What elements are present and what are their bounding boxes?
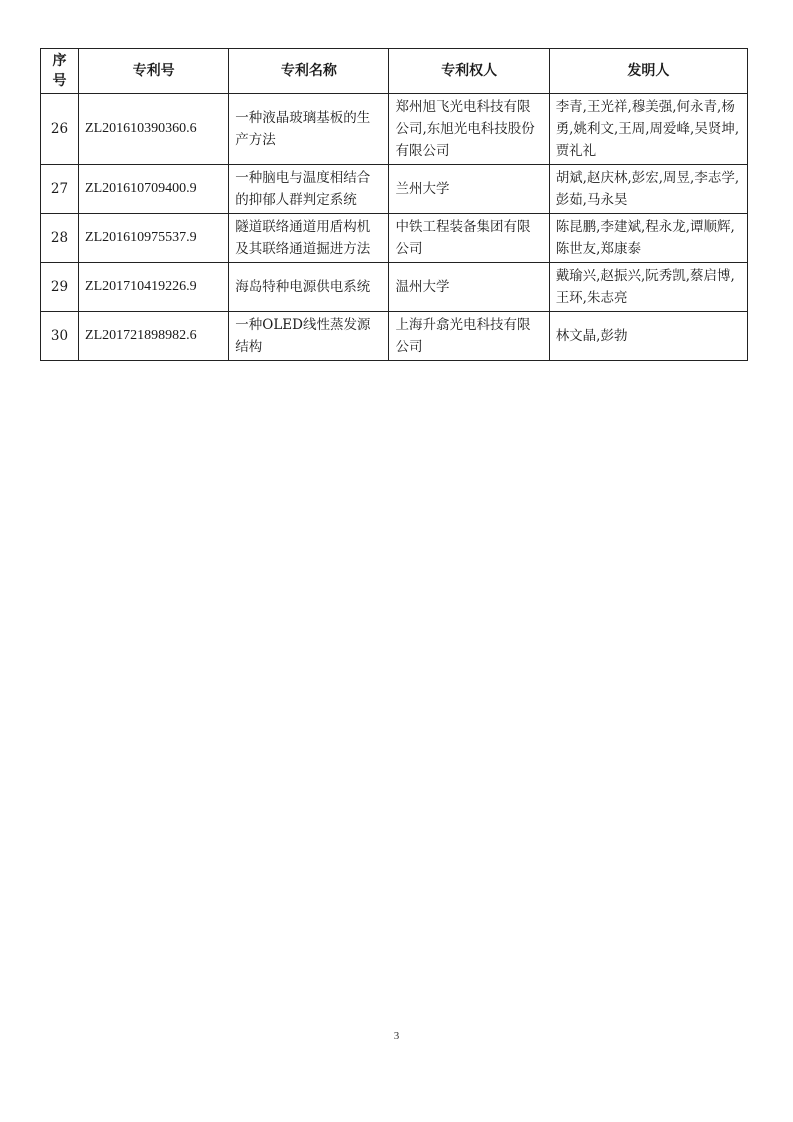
row-inventors: 李青,王光祥,穆美强,何永青,杨勇,姚利文,王周,周爱峰,吴贤坤,贾礼礼 [549, 94, 747, 165]
table-row [41, 214, 748, 263]
row-patent-name: 海岛特种电源供电系统 [229, 263, 389, 312]
row-patentee: 兰州大学 [389, 165, 549, 214]
patent-table [40, 48, 748, 361]
row-seq: 28 [41, 214, 79, 263]
header-patent-name: 专利名称 [229, 49, 389, 94]
row-seq: 29 [41, 263, 79, 312]
row-seq: 26 [41, 94, 79, 165]
header-seq-line2: 号 [52, 73, 67, 89]
row-patent-no: ZL201721898982.6 [79, 312, 229, 361]
table-row [41, 263, 748, 312]
row-seq: 27 [41, 165, 79, 214]
row-patent-name: 隧道联络通道用盾构机及其联络通道掘进方法 [229, 214, 389, 263]
row-inventors: 胡斌,赵庆林,彭宏,周昱,李志学,彭茹,马永昊 [549, 165, 747, 214]
row-patent-no: ZL201610975537.9 [79, 214, 229, 263]
page-number: 3 [393, 1030, 400, 1042]
row-inventors: 陈昆鹏,李建斌,程永龙,谭顺辉,陈世友,郑康泰 [549, 214, 747, 263]
row-patent-name: 一种OLED线性蒸发源结构 [229, 312, 389, 361]
row-patent-no: ZL201610709400.9 [79, 165, 229, 214]
table-row [41, 165, 748, 214]
row-patent-name: 一种脑电与温度相结合的抑郁人群判定系统 [229, 165, 389, 214]
header-patentee: 专利权人 [389, 49, 549, 94]
row-patent-no: ZL201610390360.6 [79, 94, 229, 165]
row-patentee: 温州大学 [389, 263, 549, 312]
row-patentee: 上海升翕光电科技有限公司 [389, 312, 549, 361]
row-patentee: 郑州旭飞光电科技有限公司,东旭光电科技股份有限公司 [389, 94, 549, 165]
row-inventors: 林文晶,彭勃 [549, 312, 747, 361]
header-seq [41, 49, 79, 94]
header-patent-no: 专利号 [79, 49, 229, 94]
table-row [41, 312, 748, 361]
table-header-row [41, 49, 748, 94]
row-inventors: 戴瑜兴,赵振兴,阮秀凯,蔡启博,王环,朱志亮 [549, 263, 747, 312]
header-seq-line1: 序 [52, 53, 67, 69]
table-row [41, 94, 748, 165]
row-patent-no: ZL201710419226.9 [79, 263, 229, 312]
row-patentee: 中铁工程装备集团有限公司 [389, 214, 549, 263]
row-patent-name: 一种液晶玻璃基板的生产方法 [229, 94, 389, 165]
row-seq: 30 [41, 312, 79, 361]
header-inventors: 发明人 [549, 49, 747, 94]
